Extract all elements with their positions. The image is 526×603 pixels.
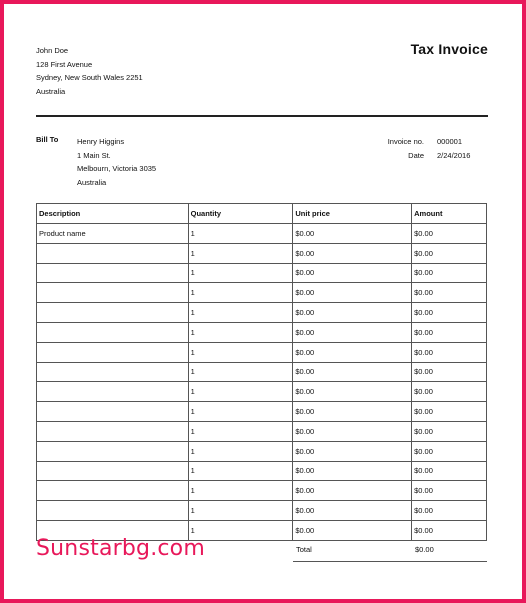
cell-quantity: 1 xyxy=(188,283,293,303)
sender-address-line2: Sydney, New South Wales 2251 xyxy=(36,73,143,82)
invoice-meta xyxy=(380,135,470,162)
cell-amount: $0.00 xyxy=(412,501,487,521)
column-header-description: Description xyxy=(37,204,189,224)
table-row xyxy=(37,421,487,441)
cell-description xyxy=(37,481,189,501)
table-row xyxy=(37,501,487,521)
cell-unit-price: $0.00 xyxy=(293,263,412,283)
table-row xyxy=(37,322,487,342)
table-row xyxy=(37,402,487,422)
cell-amount: $0.00 xyxy=(412,322,487,342)
cell-quantity: 1 xyxy=(188,501,293,521)
cell-unit-price: $0.00 xyxy=(293,224,412,244)
bill-to-country: Australia xyxy=(77,177,107,187)
header-divider xyxy=(36,115,488,117)
bill-to-address-line1: 1 Main St. xyxy=(77,150,111,160)
cell-unit-price: $0.00 xyxy=(293,441,412,461)
cell-amount: $0.00 xyxy=(412,283,487,303)
cell-unit-price: $0.00 xyxy=(293,461,412,481)
table-row xyxy=(37,283,487,303)
bill-to-address xyxy=(77,135,156,189)
line-items-body xyxy=(37,224,487,541)
cell-unit-price: $0.00 xyxy=(293,402,412,422)
document-title: Tax Invoice xyxy=(410,41,488,57)
cell-quantity: 1 xyxy=(188,421,293,441)
cell-amount: $0.00 xyxy=(412,382,487,402)
cell-description xyxy=(37,421,189,441)
table-row xyxy=(37,243,487,263)
cell-amount: $0.00 xyxy=(412,243,487,263)
cell-description xyxy=(37,382,189,402)
cell-quantity: 1 xyxy=(188,481,293,501)
cell-description xyxy=(37,243,189,263)
cell-quantity: 1 xyxy=(188,461,293,481)
sender-name: John Doe xyxy=(36,46,69,55)
cell-amount: $0.00 xyxy=(412,224,487,244)
cell-quantity: 1 xyxy=(188,342,293,362)
invoice-number-label: Invoice no. xyxy=(387,137,424,146)
cell-quantity: 1 xyxy=(188,243,293,263)
invoice-date-label: Date xyxy=(408,150,424,160)
cell-amount: $0.00 xyxy=(412,461,487,481)
cell-quantity: 1 xyxy=(188,263,293,283)
cell-description xyxy=(37,342,189,362)
cell-description xyxy=(37,501,189,521)
table-row xyxy=(37,224,487,244)
invoice-number-row xyxy=(380,135,470,149)
table-header-row xyxy=(37,204,487,224)
column-header-quantity: Quantity xyxy=(188,204,293,224)
cell-quantity: 1 xyxy=(188,362,293,382)
cell-description xyxy=(37,283,189,303)
cell-amount: $0.00 xyxy=(412,362,487,382)
cell-quantity: 1 xyxy=(188,303,293,323)
table-row xyxy=(37,481,487,501)
bill-to-label: Bill To xyxy=(36,135,59,144)
cell-description: Product name xyxy=(37,224,189,244)
cell-quantity: 1 xyxy=(188,382,293,402)
invoice-number-value: 000001 xyxy=(437,137,463,146)
cell-description xyxy=(37,362,189,382)
cell-description xyxy=(37,322,189,342)
sender-address-line1: 128 First Avenue xyxy=(36,59,93,69)
cell-amount: $0.00 xyxy=(412,303,487,323)
cell-unit-price: $0.00 xyxy=(293,501,412,521)
cell-description xyxy=(37,461,189,481)
total-label: Total xyxy=(296,545,312,554)
column-header-unit-price: Unit price xyxy=(293,204,412,224)
bill-to-name: Henry Higgins xyxy=(77,137,125,146)
cell-description xyxy=(37,263,189,283)
table-row xyxy=(37,441,487,461)
cell-amount: $0.00 xyxy=(412,421,487,441)
invoice-date-value: 2/24/2016 xyxy=(437,150,471,160)
cell-quantity: 1 xyxy=(188,322,293,342)
sender-address xyxy=(36,44,143,98)
cell-unit-price: $0.00 xyxy=(293,342,412,362)
cell-amount: $0.00 xyxy=(412,441,487,461)
cell-unit-price: $0.00 xyxy=(293,303,412,323)
invoice-date-row xyxy=(380,149,470,163)
table-row xyxy=(37,362,487,382)
cell-unit-price: $0.00 xyxy=(293,520,412,540)
cell-unit-price: $0.00 xyxy=(293,421,412,441)
watermark-text: Sunstarbg.com xyxy=(36,536,205,561)
table-row xyxy=(37,303,487,323)
table-row xyxy=(37,461,487,481)
cell-quantity: 1 xyxy=(188,402,293,422)
sender-country: Australia xyxy=(36,86,66,96)
total-row xyxy=(293,541,487,562)
cell-unit-price: $0.00 xyxy=(293,481,412,501)
cell-amount: $0.00 xyxy=(412,342,487,362)
cell-amount: $0.00 xyxy=(412,263,487,283)
cell-unit-price: $0.00 xyxy=(293,362,412,382)
cell-amount: $0.00 xyxy=(412,481,487,501)
cell-unit-price: $0.00 xyxy=(293,283,412,303)
bill-to-address-line2: Melbourn, Victoria 3035 xyxy=(77,164,157,173)
column-header-amount: Amount xyxy=(412,204,487,224)
table-row xyxy=(37,342,487,362)
cell-quantity: 1 xyxy=(188,441,293,461)
table-row xyxy=(37,263,487,283)
line-items-table xyxy=(36,203,487,541)
cell-description xyxy=(37,441,189,461)
cell-quantity: 1 xyxy=(188,520,293,540)
cell-description xyxy=(37,303,189,323)
cell-quantity: 1 xyxy=(188,224,293,244)
cell-description xyxy=(37,402,189,422)
cell-amount: $0.00 xyxy=(412,402,487,422)
table-row xyxy=(37,382,487,402)
cell-amount: $0.00 xyxy=(412,520,487,540)
cell-unit-price: $0.00 xyxy=(293,243,412,263)
cell-unit-price: $0.00 xyxy=(293,322,412,342)
total-value: $0.00 xyxy=(415,545,434,554)
cell-unit-price: $0.00 xyxy=(293,382,412,402)
